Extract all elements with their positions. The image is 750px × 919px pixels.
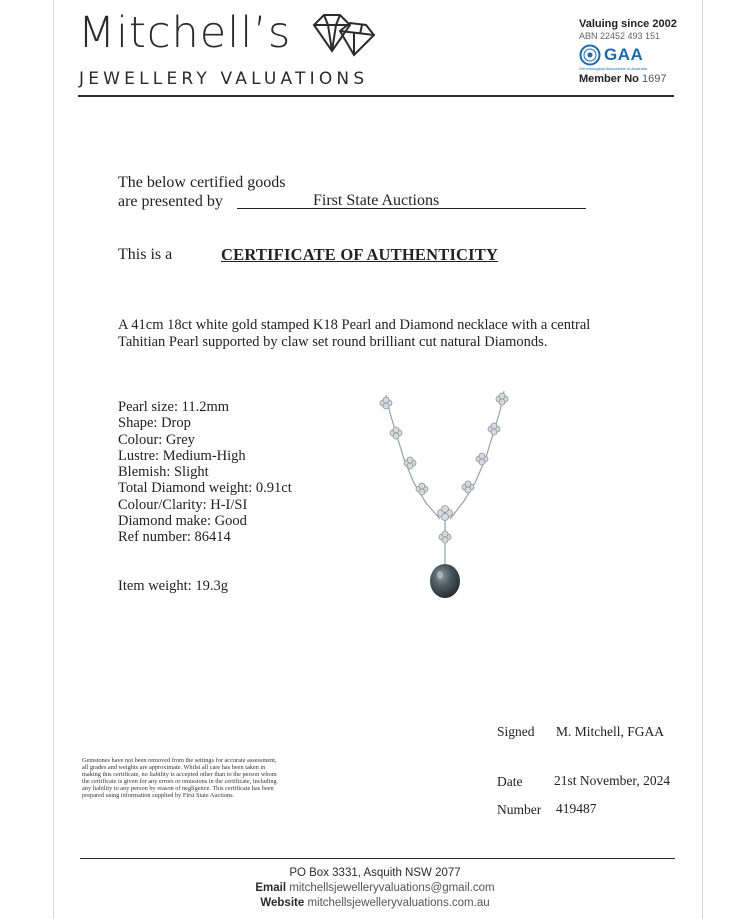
spec-lustre: Lustre: Medium-High — [118, 447, 246, 464]
signed-value: M. Mitchell, FGAA — [556, 724, 664, 739]
footer-divider — [80, 858, 675, 859]
valuing-since: Valuing since 2002 — [579, 18, 677, 30]
spec-blemish: Blemish: Slight — [118, 464, 209, 481]
spec-shape: Shape: Drop — [118, 415, 191, 432]
spec-pearl-size: Pearl size: 11.2mm — [118, 399, 230, 415]
item-weight: Item weight: 19.3g — [118, 578, 228, 594]
item-description: A 41cm 18ct white gold stamped K18 Pearl and Diamond necklace with a central Tahitian Pearl supported by claw set round brilliant cut natural Diamonds. — [118, 317, 591, 350]
number-value: 419487 — [556, 801, 597, 816]
diamond-logo-icon — [310, 11, 378, 57]
email-link[interactable]: mitchellsjewelleryvaluations@gmail.com — [289, 882, 495, 894]
gaa-emblem-icon — [579, 44, 601, 66]
spec-colour-clarity: Colour/Clarity: H-I/SI — [118, 496, 248, 513]
intro-line-1: The below certified goods — [118, 174, 286, 191]
tahitian-pearl — [430, 564, 460, 598]
necklace-photo — [370, 385, 520, 600]
logo-subtitle: JEWELLERY VALUATIONS — [79, 69, 369, 89]
disclaimer-text: Gemstones have not been removed from the settings for accurate assessment, all grades and weights are approximate. Whilst all care has been taken in making this certificate, no liability is accepted other than to the person whom the certificate is given for any errors or omissions in the certificate, including any liability to any person by reason of negligence. This certificate has been prepared using information supplied by First State Auctions. — [82, 757, 277, 800]
abn-number: ABN 22452 493 151 — [579, 31, 661, 41]
footer-address: PO Box 3331, Asquith NSW 2077 — [289, 867, 461, 879]
spec-diamond-weight: Total Diamond weight: 0.91ct — [118, 480, 292, 497]
header-divider — [78, 95, 674, 97]
header-info — [579, 18, 677, 85]
intro-line-2: are presented by — [118, 193, 223, 210]
website-label: Website — [260, 897, 305, 909]
page-right-edge — [702, 0, 703, 919]
member-number — [579, 73, 677, 85]
email-label: Email — [255, 882, 287, 894]
spec-ref-number: Ref number: 86414 — [118, 529, 231, 546]
logo-wordmark: Mitchell’s — [78, 8, 292, 58]
certificate-title: CERTIFICATE OF AUTHENTICITY — [221, 245, 499, 264]
gaa-badge — [579, 44, 677, 66]
date-label: Date — [497, 774, 523, 789]
footer-website — [0, 897, 750, 909]
gaa-label: GAA — [604, 45, 644, 64]
page-left-edge — [53, 0, 54, 919]
spec-diamond-make: Diamond make: Good — [118, 513, 247, 530]
footer-email — [0, 882, 750, 894]
certificate-prefix: This is a — [118, 246, 173, 263]
spec-colour: Colour: Grey — [118, 431, 195, 448]
date-value: 21st November, 2024 — [554, 773, 671, 788]
number-label: Number — [497, 802, 542, 817]
presenter-name: First State Auctions — [313, 192, 440, 209]
diamond-clusters — [380, 393, 508, 543]
website-link[interactable]: mitchellsjewelleryvaluations.com.au — [307, 897, 490, 909]
specs-list — [118, 399, 292, 546]
member-value: 1697 — [641, 73, 667, 85]
gaa-subtitle: Gemmological Association of Australia — [579, 66, 647, 71]
member-label: Member No — [579, 73, 639, 85]
signed-label: Signed — [497, 724, 535, 739]
